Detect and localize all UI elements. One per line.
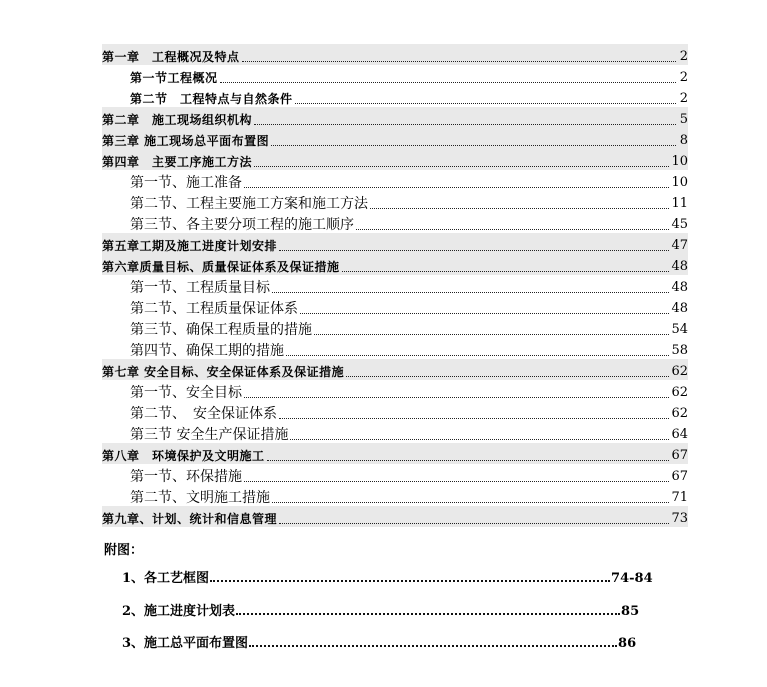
toc-entry-title: 第九章、计划、统计和信息管理 xyxy=(102,512,278,526)
dot-leader xyxy=(236,613,620,615)
dot-leader xyxy=(272,291,669,293)
dot-leader xyxy=(300,312,669,314)
toc-entry-page: 71 xyxy=(671,490,688,505)
appendix-entry xyxy=(122,632,662,651)
toc-entry xyxy=(102,317,688,338)
dot-leader xyxy=(279,522,669,524)
appendix-entry xyxy=(122,600,662,619)
toc-entry-title: 第三章 施工现场总平面布置图 xyxy=(102,134,270,148)
toc-entry-title: 第二节、 安全保证体系 xyxy=(102,406,279,422)
toc-entry xyxy=(102,464,688,485)
toc-entry xyxy=(102,191,688,212)
dot-leader xyxy=(279,417,669,419)
dot-leader xyxy=(272,501,669,503)
toc-entry xyxy=(102,65,688,86)
toc-entry-page: 58 xyxy=(671,343,688,358)
toc-entry-page: 62 xyxy=(671,364,688,379)
toc-entry-title: 第二节、工程主要施工方案和施工方法 xyxy=(102,196,370,212)
dot-leader xyxy=(271,144,676,146)
appendix-entry-title: 2、施工进度计划表 xyxy=(122,604,236,619)
toc-entry-title: 第三节、各主要分项工程的施工顺序 xyxy=(102,217,356,233)
toc-entry-title: 第一节、施工准备 xyxy=(102,175,244,191)
dot-leader xyxy=(370,207,669,209)
toc-entry-title: 第一节、安全目标 xyxy=(102,385,244,401)
toc-entry xyxy=(102,86,688,107)
toc-entry-title: 第六章质量目标、质量保证体系及保证措施 xyxy=(102,260,340,274)
dot-leader xyxy=(220,81,676,83)
toc-entry-page: 2 xyxy=(676,70,688,86)
appendix-entry-title: 3、施工总平面布置图 xyxy=(122,636,249,651)
toc-entry xyxy=(102,359,688,380)
dot-leader xyxy=(210,580,610,582)
toc-entry xyxy=(102,275,688,296)
toc-entry-title: 第七章 安全目标、安全保证体系及保证措施 xyxy=(102,365,345,379)
toc-entry-title: 第三节、确保工程质量的措施 xyxy=(102,322,314,338)
dot-leader xyxy=(295,102,676,104)
toc-entry-page: 2 xyxy=(679,49,688,64)
dot-leader xyxy=(254,165,669,167)
toc-entry xyxy=(102,296,688,317)
dot-leader xyxy=(249,645,617,647)
toc-entry-title: 第四章 主要工序施工方法 xyxy=(102,155,253,169)
toc-entry-page: 62 xyxy=(671,385,688,400)
toc-entry-title: 第一节、工程质量目标 xyxy=(102,280,272,296)
dot-leader xyxy=(254,123,676,125)
toc-entry-title: 第一章 工程概况及特点 xyxy=(102,50,240,64)
dot-leader xyxy=(356,228,669,230)
dot-leader xyxy=(242,60,676,62)
toc-entry-page: 47 xyxy=(671,238,688,253)
toc-entry-title: 第一节工程概况 xyxy=(102,70,220,86)
toc-entry-title: 第二节、工程质量保证体系 xyxy=(102,301,300,317)
toc-entry xyxy=(102,128,688,149)
toc-entry xyxy=(102,443,688,464)
dot-leader xyxy=(314,333,669,335)
toc-entry-page: 48 xyxy=(671,259,688,274)
toc-entry-page: 2 xyxy=(676,91,688,107)
toc-entry xyxy=(102,380,688,401)
toc-entry-page: 73 xyxy=(671,511,688,526)
toc-entry-page: 48 xyxy=(671,301,688,316)
toc-entry xyxy=(102,170,688,191)
toc-entry-title: 第一节、环保措施 xyxy=(102,469,244,485)
dot-leader xyxy=(346,375,669,377)
toc-entry-title: 第二节 工程特点与自然条件 xyxy=(102,91,295,107)
toc-entry-title: 第五章工期及施工进度计划安排 xyxy=(102,239,278,253)
dot-leader xyxy=(244,186,669,188)
toc-entry-title: 第二节、文明施工措施 xyxy=(102,490,272,506)
toc-entry xyxy=(102,338,688,359)
toc-entry-page: 10 xyxy=(671,154,688,169)
toc-entry xyxy=(102,254,688,275)
toc-entry xyxy=(102,233,688,254)
toc-entry xyxy=(102,506,688,527)
appendix-entry-title: 1、各工艺框图 xyxy=(122,571,210,586)
dot-leader xyxy=(244,396,669,398)
toc-entry-page: 67 xyxy=(671,448,688,463)
dot-leader xyxy=(244,480,669,482)
toc-entry-page: 48 xyxy=(671,280,688,295)
toc-entry xyxy=(102,44,688,65)
toc-entry-page: 10 xyxy=(671,175,688,190)
appendix-entry xyxy=(122,567,662,586)
toc-entry xyxy=(102,485,688,506)
toc-entry-title: 第四节、确保工期的措施 xyxy=(102,343,286,359)
toc-entry-page: 8 xyxy=(679,133,688,148)
toc-entry-page: 67 xyxy=(671,469,688,484)
appendix-entry-page: 74-84 xyxy=(611,571,653,586)
toc-entry-title: 第八章 环境保护及文明施工 xyxy=(102,449,265,463)
appendix-entry-page: 85 xyxy=(621,604,640,619)
toc-entry-page: 5 xyxy=(679,112,688,127)
dot-leader xyxy=(279,249,669,251)
toc-entry xyxy=(102,401,688,422)
toc-entry-page: 54 xyxy=(671,322,688,337)
toc-entry-page: 64 xyxy=(671,427,688,442)
appendix-entry-page: 86 xyxy=(618,636,637,651)
toc-entry-title: 第二章 施工现场组织机构 xyxy=(102,113,253,127)
toc-entry-page: 62 xyxy=(671,406,688,421)
dot-leader xyxy=(342,270,670,272)
dot-leader xyxy=(267,459,670,461)
toc-entry-title: 第三节 安全生产保证措施 xyxy=(102,427,290,443)
appendix-heading: 附图： xyxy=(104,543,144,558)
table-of-contents xyxy=(102,44,688,527)
dot-leader xyxy=(286,354,669,356)
toc-entry-page: 45 xyxy=(671,217,688,232)
dot-leader xyxy=(290,438,669,440)
toc-entry xyxy=(102,107,688,128)
toc-entry xyxy=(102,212,688,233)
toc-entry xyxy=(102,422,688,443)
toc-entry xyxy=(102,149,688,170)
toc-entry-page: 11 xyxy=(671,196,688,211)
